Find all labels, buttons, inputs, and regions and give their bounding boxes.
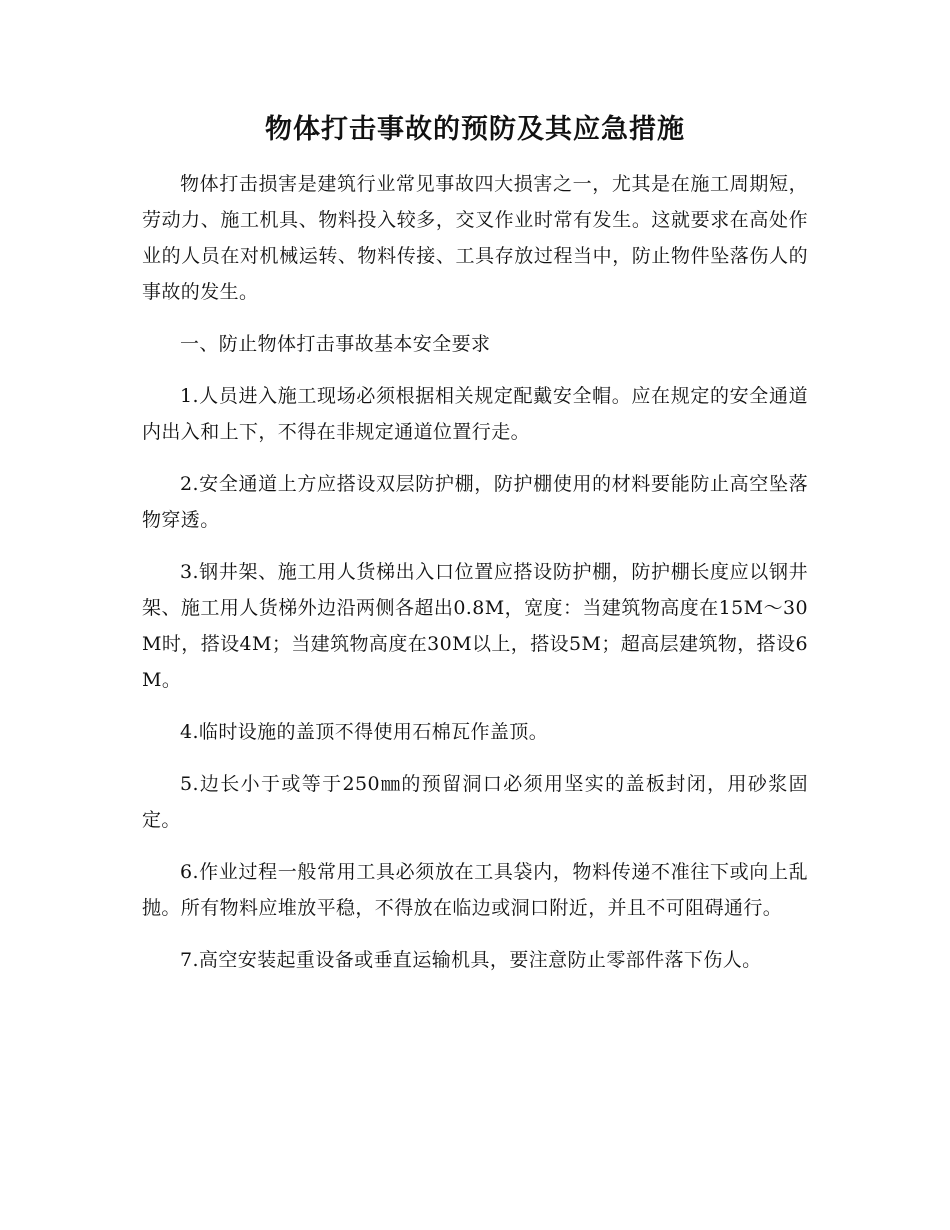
document-page <box>142 108 808 994</box>
paragraph-item-6: 6.作业过程一般常用工具必须放在工具袋内，物料传递不准往下或向上乱抛。所有物料应堆放平稳，不得放在临边或洞口附近，并且不可阻碍通行。 <box>142 861 808 919</box>
document-title: 物体打击事故的预防及其应急措施 <box>265 114 685 145</box>
document-body <box>142 166 808 978</box>
paragraph-item-5: 5.边长小于或等于250㎜的预留洞口必须用坚实的盖板封闭，用砂浆固定。 <box>142 773 808 831</box>
paragraph-item-3: 3.钢井架、施工用人货梯出入口位置应搭设防护棚，防护棚长度应以钢井架、施工用人货梯外边沿两侧各超出0.8M，宽度：当建筑物高度在15M～30M时，搭设4M；当建筑物高度在30M以上，搭设5M；超高层建筑物，搭设6M。 <box>142 561 808 691</box>
paragraph-item-2: 2.安全通道上方应搭设双层防护棚，防护棚使用的材料要能防止高空坠落物穿透。 <box>142 473 808 531</box>
paragraph-intro: 物体打击损害是建筑行业常见事故四大损害之一，尤其是在施工周期短，劳动力、施工机具、物料投入较多，交叉作业时常有发生。这就要求在高处作业的人员在对机械运转、物料传接、工具存放过程当中，防止物件坠落伤人的事故的发生。 <box>142 173 808 303</box>
paragraph-item-7: 7.高空安装起重设备或垂直运输机具，要注意防止零部件落下伤人。 <box>180 949 762 971</box>
paragraph-item-4: 4.临时设施的盖顶不得使用石棉瓦作盖顶。 <box>180 721 549 743</box>
section-heading: 一、防止物体打击事故基本安全要求 <box>180 333 491 355</box>
paragraph-item-1: 1.人员进入施工现场必须根据相关规定配戴安全帽。应在规定的安全通道内出入和上下，不得在非规定通道位置行走。 <box>142 385 808 443</box>
